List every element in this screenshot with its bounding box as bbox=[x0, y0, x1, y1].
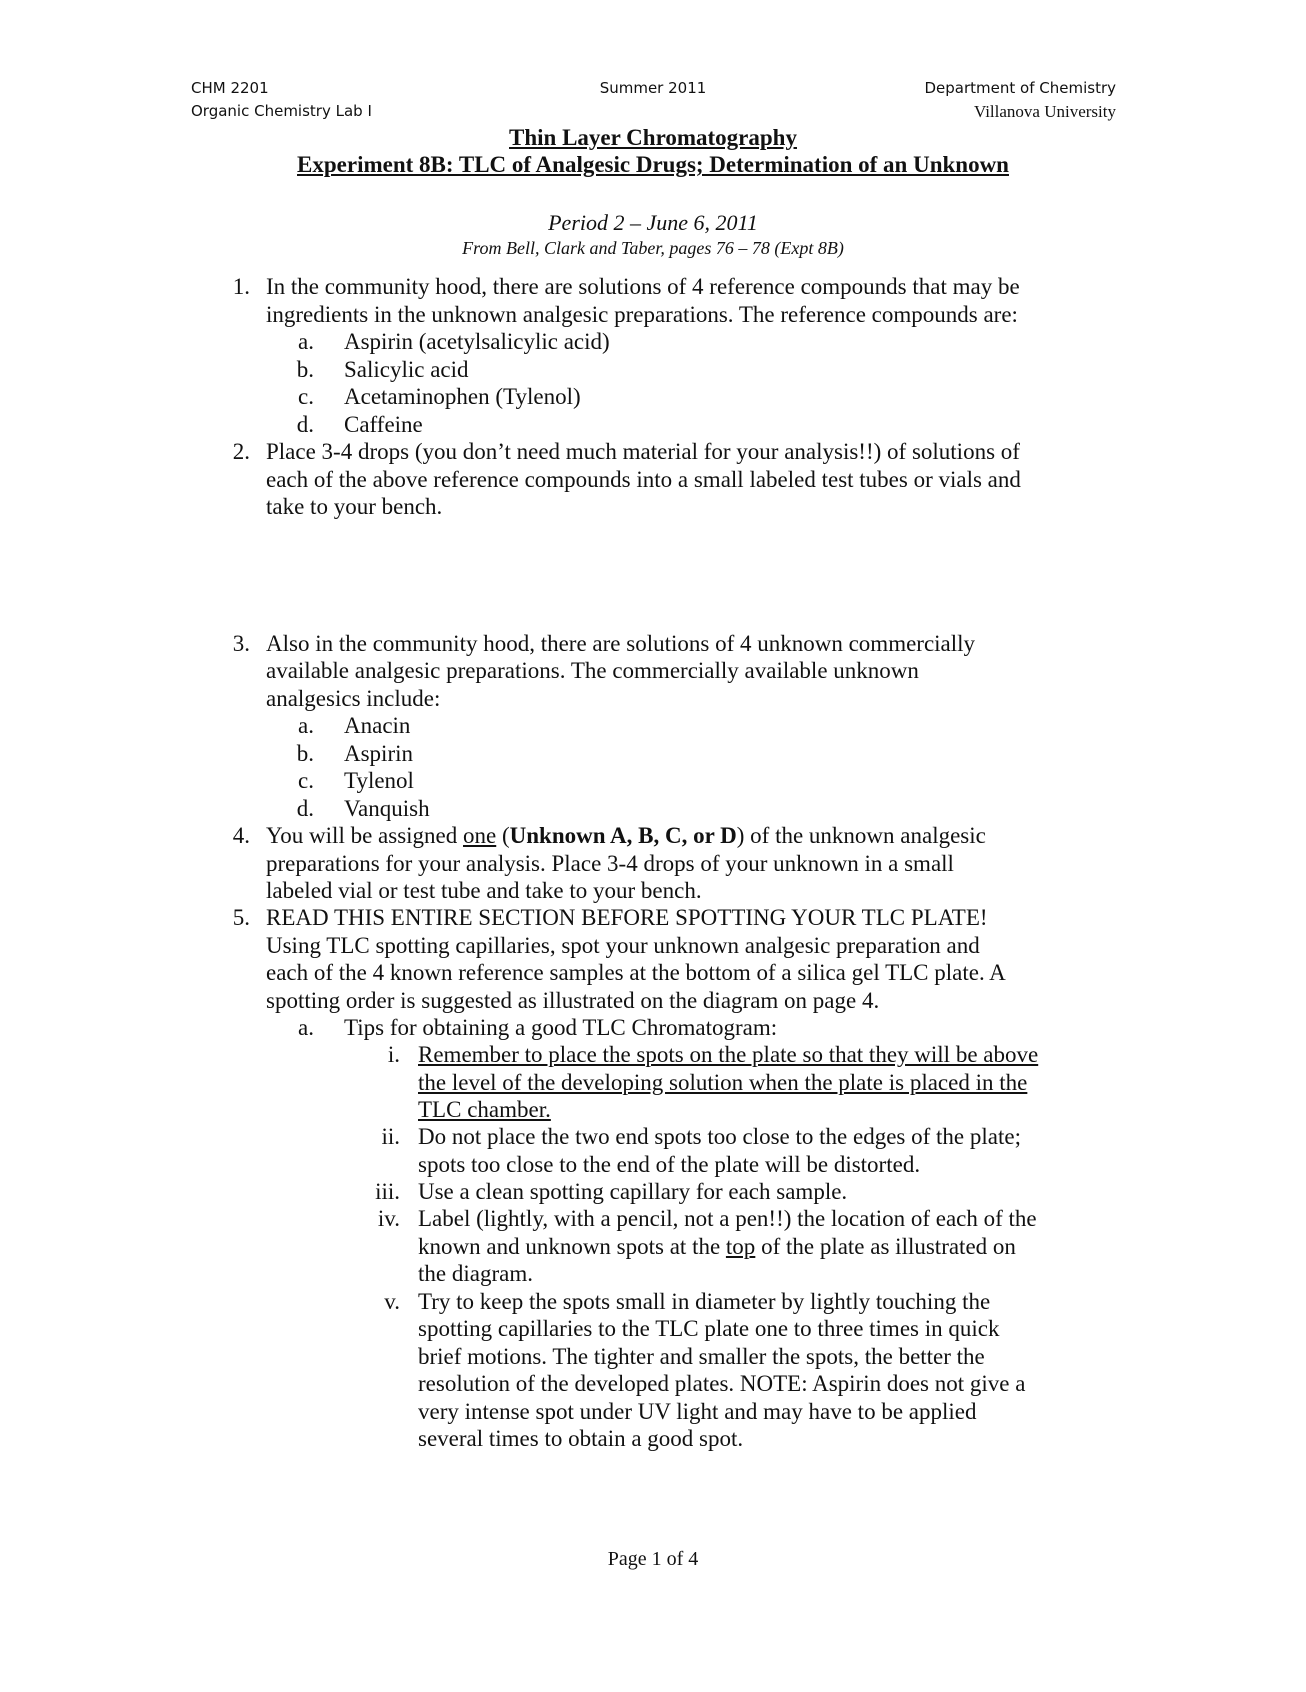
tip-line: Do not place the two end spots too close to the edges of the plate; bbox=[418, 1124, 1021, 1149]
tip-line: Label (lightly, with a pencil, not a pen!!) the location of each of the bbox=[418, 1206, 1037, 1231]
tip-line: resolution of the developed plates. NOTE: Aspirin does not give a bbox=[418, 1371, 1026, 1396]
sub-item: Salicylic acid bbox=[344, 357, 469, 382]
tip-line bbox=[418, 1232, 1016, 1261]
tip-line: spots too close to the end of the plate will be distorted. bbox=[418, 1152, 921, 1177]
tip-number: iv. bbox=[377, 1206, 400, 1231]
sub-item: Acetaminophen (Tylenol) bbox=[344, 384, 581, 409]
tip-number: i. bbox=[387, 1042, 400, 1067]
item-line: analgesics include: bbox=[266, 686, 441, 711]
text-run: of the plate as illustrated on bbox=[755, 1234, 1016, 1259]
item-line: each of the 4 known reference samples at the bottom of a silica gel TLC plate. A bbox=[266, 960, 1006, 985]
text-run: ) of the unknown analgesic bbox=[736, 823, 986, 848]
page-title: Thin Layer Chromatography bbox=[509, 125, 797, 150]
item-line: Also in the community hood, there are solutions of 4 unknown commercially bbox=[266, 631, 976, 656]
sub-item: Tylenol bbox=[344, 768, 414, 793]
sub-item: Vanquish bbox=[344, 796, 430, 821]
source-line: From Bell, Clark and Taber, pages 76 – 78 (Expt 8B) bbox=[462, 238, 844, 258]
sub-letter: a. bbox=[298, 329, 314, 354]
sub-item: Caffeine bbox=[344, 412, 423, 437]
page-footer: Page 1 of 4 bbox=[607, 1548, 699, 1570]
item-number: 2. bbox=[232, 439, 250, 464]
sub-letter: a. bbox=[298, 713, 314, 738]
item-line: Using TLC spotting capillaries, spot your unknown analgesic preparation and bbox=[266, 933, 980, 958]
page-subtitle: Experiment 8B: TLC of Analgesic Drugs; Determination of an Unknown bbox=[297, 152, 1009, 177]
item-number: 3. bbox=[232, 631, 250, 656]
item-line: each of the above reference compounds into a small labeled test tubes or vials and bbox=[266, 467, 1021, 492]
item-number: 4. bbox=[232, 823, 250, 848]
item-line: labeled vial or test tube and take to your bench. bbox=[266, 878, 702, 903]
tip-line: the diagram. bbox=[418, 1261, 533, 1286]
text-run: ( bbox=[496, 823, 510, 848]
underlined-word: top bbox=[725, 1234, 756, 1259]
item-number: 5. bbox=[232, 905, 250, 930]
tip-line: several times to obtain a good spot. bbox=[418, 1426, 744, 1451]
item-line: preparations for your analysis. Place 3-4 drops of your unknown in a small bbox=[266, 851, 954, 876]
tip-number: iii. bbox=[375, 1179, 400, 1204]
item-line: READ THIS ENTIRE SECTION BEFORE SPOTTING YOUR TLC PLATE! bbox=[266, 905, 988, 930]
university: Villanova University bbox=[973, 102, 1116, 121]
item-line: available analgesic preparations. The commercially available unknown bbox=[266, 658, 919, 683]
sub-letter: c. bbox=[298, 768, 314, 793]
header-right bbox=[925, 77, 1117, 123]
sub-letter: d. bbox=[296, 412, 314, 437]
underlined-word: one bbox=[463, 823, 497, 848]
item-line: Place 3-4 drops (you don’t need much material for your analysis!!) of solutions of bbox=[266, 439, 1020, 464]
sub-letter: b. bbox=[296, 357, 314, 382]
period-line: Period 2 – June 6, 2011 bbox=[548, 210, 758, 235]
header-term: Summer 2011 bbox=[599, 79, 707, 97]
item-line: ingredients in the unknown analgesic preparations. The reference compounds are: bbox=[266, 302, 1018, 327]
tip-line: very intense spot under UV light and may have to be applied bbox=[418, 1399, 977, 1424]
sub-letter: b. bbox=[296, 741, 314, 766]
course-name: Organic Chemistry Lab I bbox=[191, 102, 372, 120]
text-run: known and unknown spots at the bbox=[418, 1234, 726, 1259]
tip-line: brief motions. The tighter and smaller the spots, the better the bbox=[418, 1344, 985, 1369]
sub-letter: a. bbox=[298, 1015, 314, 1040]
bold-unknowns: Unknown A, B, C, or D bbox=[509, 823, 737, 848]
item-number: 1. bbox=[232, 274, 250, 299]
tip-number: ii. bbox=[381, 1124, 400, 1149]
tip-line: Try to keep the spots small in diameter by lightly touching the bbox=[418, 1289, 991, 1314]
sub-item: Aspirin bbox=[344, 741, 413, 766]
sub-item: Aspirin (acetylsalicylic acid) bbox=[344, 329, 610, 354]
text-run: You will be assigned bbox=[266, 823, 464, 848]
tip-line: spotting capillaries to the TLC plate one to three times in quick bbox=[418, 1316, 1000, 1341]
item-line bbox=[266, 821, 986, 850]
tip-line: TLC chamber. bbox=[418, 1097, 551, 1122]
sub-letter: c. bbox=[298, 384, 314, 409]
sub-letter: d. bbox=[296, 796, 314, 821]
item-line: spotting order is suggested as illustrated on the diagram on page 4. bbox=[266, 988, 880, 1013]
tip-line: the level of the developing solution when the plate is placed in the bbox=[418, 1070, 1028, 1095]
sub-item: Anacin bbox=[344, 713, 411, 738]
tip-number: v. bbox=[384, 1289, 400, 1314]
item-line: take to your bench. bbox=[266, 494, 443, 519]
item-line: In the community hood, there are solutions of 4 reference compounds that may be bbox=[266, 274, 1020, 299]
sub-item: Tips for obtaining a good TLC Chromatogram: bbox=[344, 1015, 778, 1040]
tip-line: Remember to place the spots on the plate so that they will be above bbox=[418, 1042, 1039, 1067]
tip-line: Use a clean spotting capillary for each sample. bbox=[418, 1179, 848, 1204]
department: Department of Chemistry bbox=[924, 79, 1116, 97]
course-code: CHM 2201 bbox=[191, 79, 269, 97]
